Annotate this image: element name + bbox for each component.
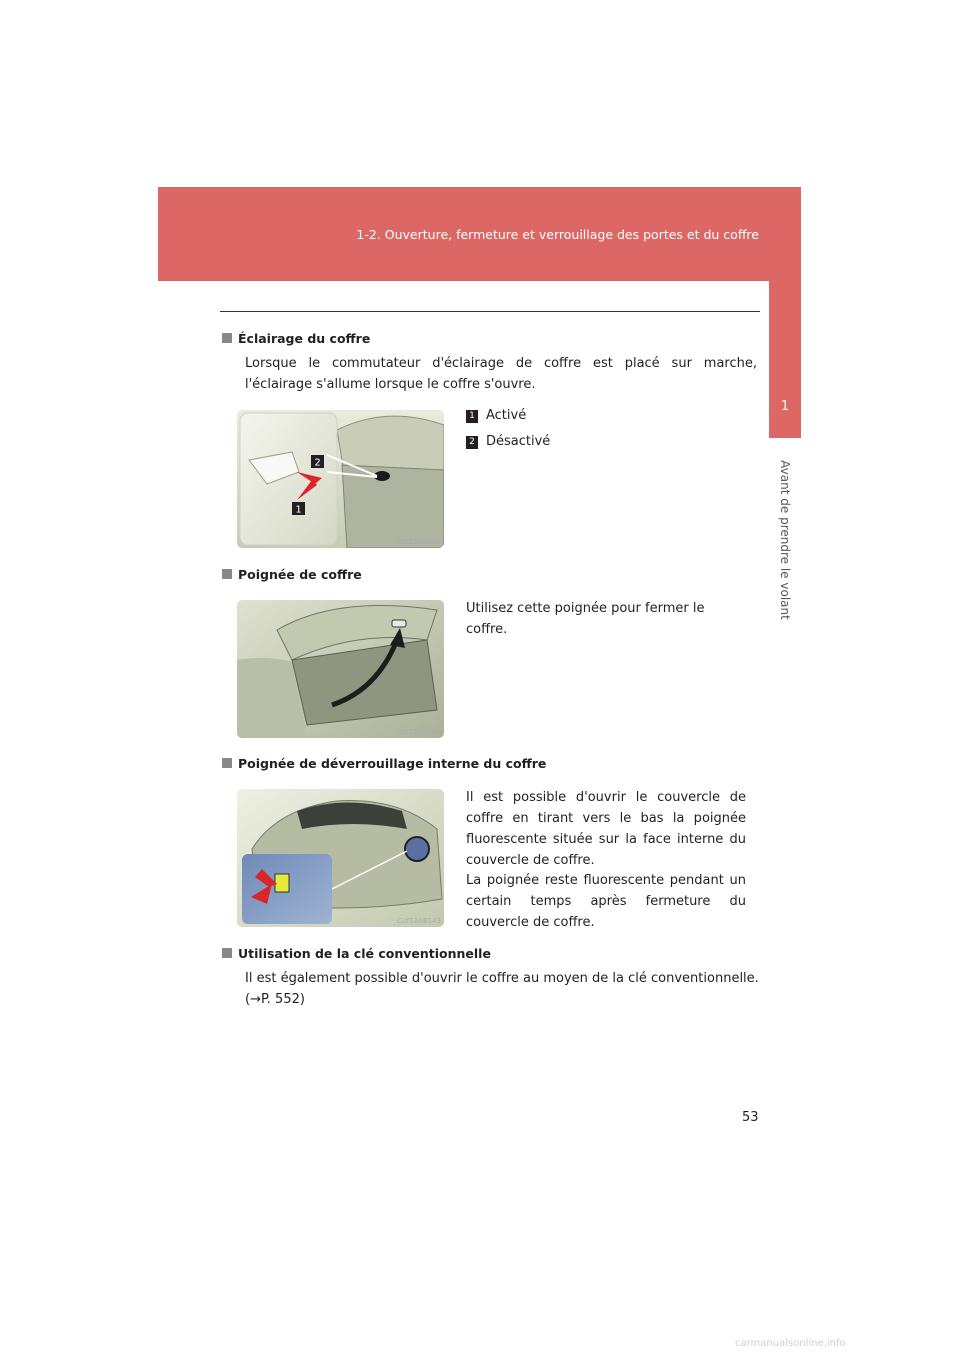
section-title: 1-2. Ouverture, fermeture et verrouillage des portes et du coffre (356, 227, 759, 242)
square-bullet-icon (222, 569, 232, 579)
internal-release-illustration (237, 789, 444, 927)
callout-off (466, 434, 550, 449)
internal-release-text-1: Il est possible d'ouvrir le couvercle de coffre en tirant vers le bas la poignée fluorescente située sur la face interne du couvercle de coffre. (466, 790, 746, 868)
image-code: CLY12AB102 (397, 538, 441, 546)
heading-conventional-key: Utilisation de la clé conventionnelle (222, 946, 491, 961)
chapter-number: 1 (780, 399, 790, 414)
image-code: CLY12AB143 (397, 917, 441, 925)
chapter-label (776, 450, 794, 630)
conventional-key-text: Il est également possible d'ouvrir le coffre au moyen de la clé conventionnelle. (245, 971, 759, 986)
image-code: CLY12AB103 (397, 728, 441, 736)
square-bullet-icon (222, 333, 232, 343)
trunk-light-text: Lorsque le commutateur d'éclairage de coffre est placé sur marche, l'éclairage s'allume lorsque le coffre s'ouvre. (245, 356, 757, 392)
svg-text:2: 2 (314, 457, 321, 469)
callout-on (466, 408, 526, 423)
trunk-handle-illustration (237, 600, 444, 738)
header-rule (220, 311, 760, 312)
page-reference-link[interactable]: (→P. 552) (245, 992, 305, 1007)
chapter-tab (769, 281, 801, 438)
heading-trunk-handle: Poignée de coffre (222, 567, 362, 582)
square-bullet-icon (222, 948, 232, 958)
trunk-handle-text: Utilisez cette poignée pour fermer le coffre. (466, 601, 705, 637)
trunk-light-illustration (237, 410, 444, 548)
svg-text:1: 1 (295, 504, 302, 516)
header-band (158, 187, 801, 281)
page-number: 53 (742, 1110, 759, 1125)
square-bullet-icon (222, 758, 232, 768)
heading-internal-release: Poignée de déverrouillage interne du coffre (222, 756, 546, 771)
callout-number: 2 (466, 436, 478, 449)
heading-trunk-light: Éclairage du coffre (222, 331, 370, 346)
watermark: carmanualsonline.info (735, 1338, 846, 1349)
callout-label: Désactivé (486, 434, 551, 449)
callout-label: Activé (486, 408, 527, 423)
internal-release-text-2: La poignée reste fluorescente pendant un certain temps après fermeture du couvercle de coffre. (466, 873, 746, 930)
callout-number: 1 (466, 410, 478, 423)
chapter-label-text: Avant de prendre le volant (778, 460, 792, 620)
